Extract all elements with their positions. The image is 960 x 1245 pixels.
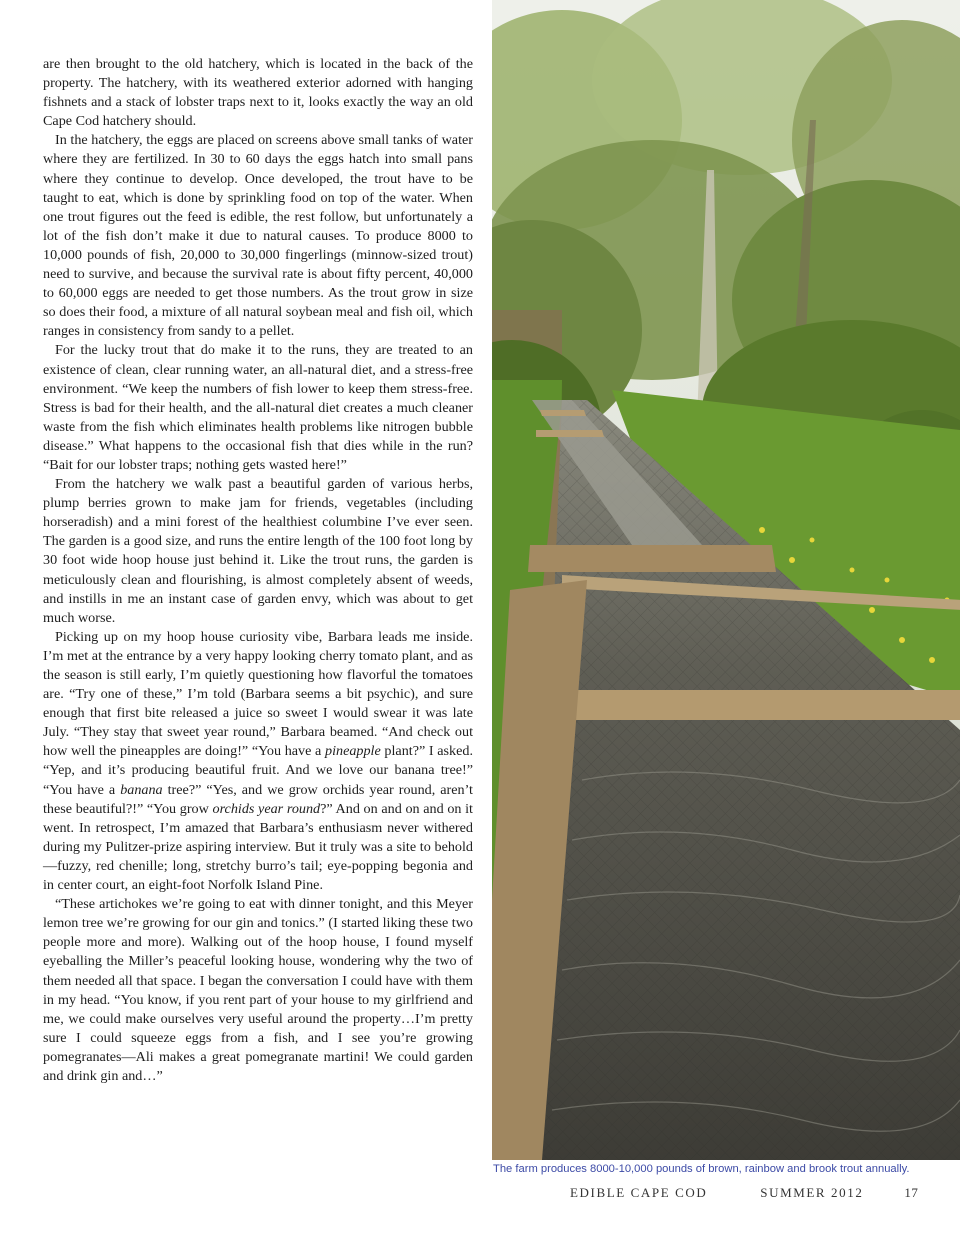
article-paragraph	[43, 131, 473, 341]
article-body	[43, 55, 473, 1086]
article-paragraph	[43, 895, 473, 1086]
issue-label: SUMMER 2012	[760, 1185, 864, 1200]
page-footer	[570, 1185, 918, 1201]
paragraph-text: For the lucky trout that do make it to the runs, they are treated to an existence of clean, clear running water, an all-natural diet, and a stress-free environment. “We keep the numbers of fish lower to keep them stress-free. Stress is bad for their health, and the all-natural diet creates a much cleaner waste from the fish which eliminates health problems like nitrogen bubble disease.” What happens to the occasional fish that dies while in the run? “Bait for our lobster traps; nothing gets wasted here!”	[43, 342, 473, 473]
paragraph-text: From the hatchery we walk past a beautiful garden of various herbs, plump berries grown to make jam for friends, vegetables (including horseradish) and a mini forest of the healthiest columbine I’ve ever seen. The garden is a good size, and runs the entire length of the 100 foot long by 30 foot wide hoop house just behind it. Like the trout runs, the garden is meticulously clean and flourishing, is almost completely absent of weeds, and instills in me an instant case of garden envy, which was about to get much worse.	[43, 476, 473, 626]
paragraph-text: In the hatchery, the eggs are placed on screens above small tanks of water where they are fertilized. In 30 to 60 days the eggs hatch into small pans where they continue to develop. Once developed, the trout have to be taught to eat, which is done by sprinkling food on top of the water. When one trout figures out the feed is edible, the rest follow, but unfortunately a lot of the fish don’t make it due to natural causes. To produce 8000 to 10,000 pounds of fish, 20,000 to 30,000 fingerlings (minnow-sized trout) need to survive, and because the survival rate is about fifty percent, 40,000 to 60,000 eggs are needed to get those numbers. As the trout grow in size so does their food, a mixture of all natural soybean meal and fish oil, which ranges in consistency from sandy to a pellet.	[43, 132, 473, 340]
article-paragraph	[43, 475, 473, 628]
paragraph-text: Picking up on my hoop house curiosity vibe, Barbara leads me inside. I’m met at the entrance by a very happy looking cherry tomato plant, and as the season is still early, I’m quietly questioning how flavorful the tomatoes are. “Try one of these,” I’m told (Barbara seems a bit psychic), and sure enough that first bite released a juice so sweet I would swear it was late July. “They stay that sweet year round,” Barbara beamed. “And check out how well the pineapples are doing!” “You have a	[43, 628, 473, 760]
italic-text: pineapple	[325, 743, 381, 760]
paragraph-text: plant?” I asked. “Yep, and it’s producing beautiful fruit. And we love our banana tree!” “You have a	[43, 743, 474, 798]
paragraph-text: tree?” “Yes, and we grow orchids year round, aren’t these beautiful?!” “You grow	[43, 781, 473, 817]
trout-runs-photo	[492, 0, 960, 1160]
trout-runs-illustration	[492, 0, 960, 1160]
page-number: 17	[904, 1185, 919, 1200]
paragraph-text: “These artichokes we’re going to eat with dinner tonight, and this Meyer lemon tree we’re growing for our gin and tonics.” (I started liking these two people more and more). Walking out of the hoop house, I found myself eyeballing the Miller’s peaceful looking house, wondering why the two of them needed all that space. I began the conversation I could have with them in my head. “You know, if you rent part of your house to my girlfriend and me, we could make ourselves very useful around the property…I’m pretty sure I could squeeze eggs from a fish, and I see you’re growing pomegranates—Ali makes a great pomegranate martini! We could garden and drink gin and…”	[43, 896, 473, 1084]
article-paragraph	[43, 628, 473, 895]
paragraph-text: are then brought to the old hatchery, which is located in the back of the property. The hatchery, with its weathered exterior adorned with hanging fishnets and a stack of lobster traps next to it, looks exactly the way an old Cape Cod hatchery should.	[43, 56, 473, 130]
paragraph-text: ?” And on and on and on it went. In retrospect, I’m amazed that Barbara’s enthusiasm never withered during my Pulitzer-prize aspiring interview. But it truly was a site to behold—fuzzy, red chenille; long, stretchy burro’s tail; eye-popping begonia and in center court, an eight-foot Norfolk Island Pine.	[43, 800, 473, 894]
italic-text: orchids year round	[212, 800, 321, 817]
article-paragraph	[43, 341, 473, 475]
photo-caption: The farm produces 8000-10,000 pounds of brown, rainbow and brook trout annually.	[493, 1163, 910, 1175]
italic-text: banana	[120, 781, 163, 798]
publication-name: EDIBLE CAPE COD	[570, 1185, 708, 1200]
article-paragraph	[43, 55, 473, 131]
